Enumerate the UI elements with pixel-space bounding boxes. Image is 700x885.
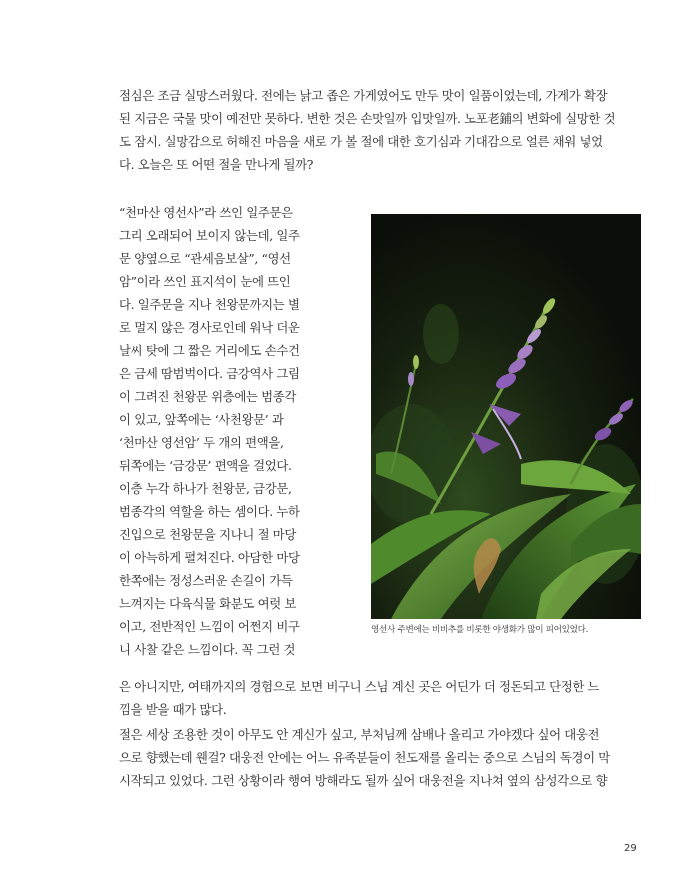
text-line: 느껴지는 다육식물 화분도 여럿 보 bbox=[119, 596, 297, 611]
text-line: 한쪽에는 정성스러운 손길이 가득 bbox=[119, 573, 293, 588]
text-line: 문 양옆으로 “관세음보살”, “영선 bbox=[119, 251, 291, 266]
text-line: 은 금세 땀범벅이다. 금강역사 그림 bbox=[119, 366, 300, 381]
text-line: 이 그려진 천왕문 위층에는 범종각 bbox=[119, 389, 297, 404]
text-line: 이층 누각 하나가 천왕문, 금강문, bbox=[119, 481, 292, 496]
text-line: 절은 세상 조용한 것이 아무도 안 계신가 싶고, 부처님께 삼배나 올리고 가야겠다 싶어 대웅전 bbox=[119, 727, 600, 742]
text-line: 그리 오래되어 보이지 않는데, 일주 bbox=[119, 228, 300, 243]
text-line: 이고, 전반적인 느낌이 어쩐지 비구 bbox=[119, 619, 300, 634]
text-line: 시작되고 있었다. 그런 상황이라 행여 방해라도 될까 싶어 대웅전을 지나쳐 옆의 삼성각으로 향 bbox=[119, 773, 608, 788]
hosta-flower-photo bbox=[371, 214, 641, 619]
text-line: 다. 오늘은 또 어떤 절을 만나게 될까? bbox=[119, 157, 314, 172]
text-line: 으로 향했는데 웬걸? 대웅전 안에는 어느 유족분들이 천도재를 올리는 중으로 스님의 독경이 막 bbox=[119, 750, 610, 765]
text-line: 진입으로 천왕문을 지나니 절 마당 bbox=[119, 527, 297, 542]
text-line: ‘천마산 영선암’ 두 개의 편액을, bbox=[119, 435, 284, 450]
body-paragraph-continuation bbox=[119, 675, 599, 721]
intro-paragraph bbox=[119, 84, 615, 176]
text-line: 이 있고, 앞쪽에는 ‘사천왕문’ 과 bbox=[119, 412, 284, 427]
body-paragraph bbox=[119, 723, 610, 792]
page-number: 29 bbox=[624, 843, 637, 854]
text-line: 점심은 조금 실망스러웠다. 전에는 낡고 좁은 가게였어도 만두 맛이 일품이었는데, 가게가 확장 bbox=[119, 88, 608, 103]
text-line: 뒤쪽에는 ‘금강문’ 편액을 걸었다. bbox=[119, 458, 292, 473]
text-line: 범종각의 역할을 하는 셈이다. 누하 bbox=[119, 504, 300, 519]
text-line: 암”이라 쓰인 표지석이 눈에 뜨인 bbox=[119, 274, 291, 289]
text-line: 다. 일주문을 지나 천왕문까지는 별 bbox=[119, 297, 300, 312]
text-line: 니 사찰 같은 느낌이다. 꼭 그런 것 bbox=[119, 642, 296, 657]
text-line: 로 멀지 않은 경사로인데 워낙 더운 bbox=[119, 320, 300, 335]
text-line: “천마산 영선사”라 쓰인 일주문은 bbox=[119, 205, 293, 220]
photo-caption: 영선사 주변에는 비비추를 비롯한 야생화가 많이 피어있었다. bbox=[371, 625, 589, 635]
text-line: 도 잠시. 실망감으로 허해진 마음을 새로 가 볼 절에 대한 호기심과 기대감으로 얼른 채워 넣었 bbox=[119, 134, 603, 149]
text-line: 날씨 탓에 그 짧은 거리에도 손수건 bbox=[119, 343, 300, 358]
text-line: 이 아늑하게 펼쳐진다. 아담한 마당 bbox=[119, 550, 300, 565]
text-line: 된 지금은 국물 맛이 예전만 못하다. 변한 것은 손맛일까 입맛일까. 노포老鋪의 변화에 실망한 것 bbox=[119, 111, 616, 126]
text-line: 낌을 받을 때가 많다. bbox=[119, 702, 227, 717]
text-line: 은 아니지만, 여태까지의 경험으로 보면 비구니 스님 계신 곳은 어딘가 더 정돈되고 단정한 느 bbox=[119, 679, 600, 694]
side-column-paragraph bbox=[119, 201, 300, 661]
